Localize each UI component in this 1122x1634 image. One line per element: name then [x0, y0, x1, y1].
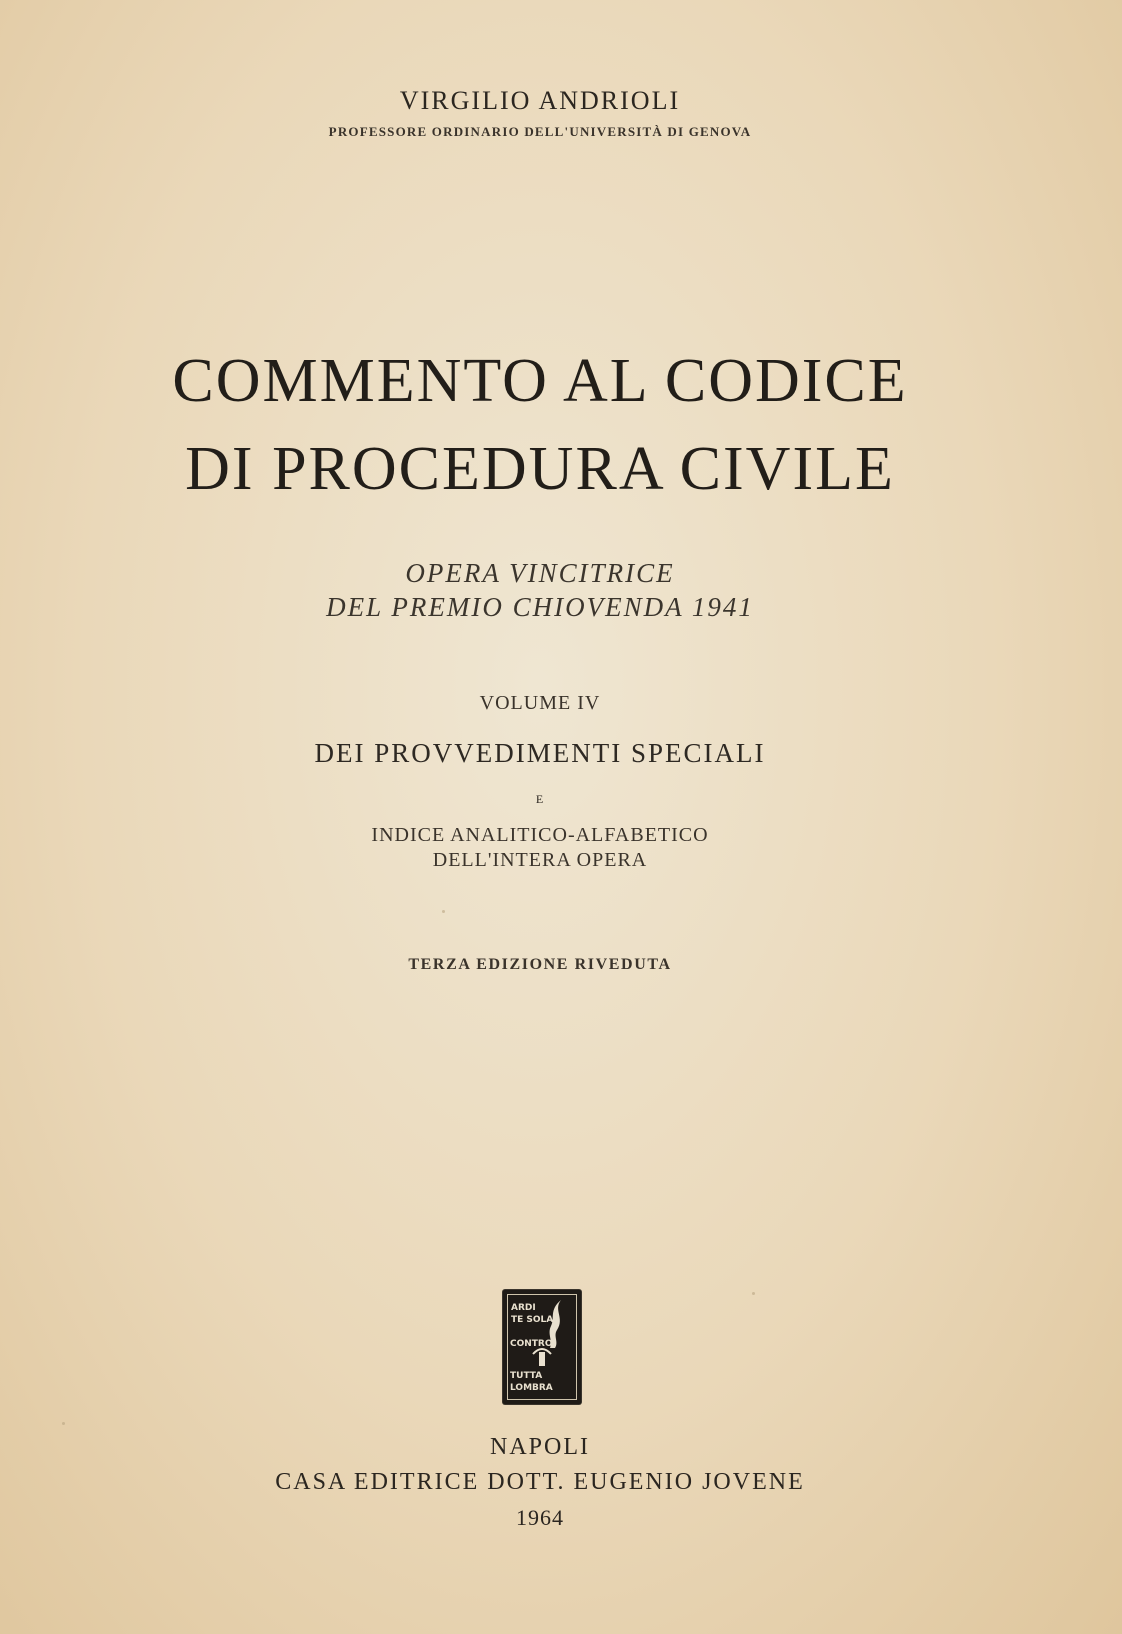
publisher-emblem-icon [503, 1290, 581, 1404]
emblem-word-4: TUTTA [510, 1371, 543, 1381]
paper-speck [752, 1292, 755, 1295]
author-affiliation: PROFESSORE ORDINARIO DELL'UNIVERSITÀ DI GENOVA [328, 124, 752, 139]
book-title-line-2: DI PROCEDURA CIVILE [185, 435, 895, 503]
index-title-line-1: INDICE ANALITICO-ALFABETICO [371, 824, 709, 846]
imprint-publisher: CASA EDITRICE DOTT. EUGENIO JOVENE [275, 1469, 805, 1495]
publisher-emblem-text [510, 1303, 553, 1393]
subtitle-line-1: OPERA VINCITRICE [405, 558, 675, 588]
emblem-word-5: LOMBRA [510, 1383, 553, 1393]
imprint-year: 1964 [516, 1505, 564, 1530]
volume-section-title: DEI PROVVEDIMENTI SPECIALI [314, 738, 766, 768]
book-title-line-1: COMMENTO AL CODICE [172, 347, 908, 415]
publisher-emblem-graphic [503, 1290, 581, 1404]
emblem-word-1: ARDI [511, 1303, 536, 1313]
author-name: VIRGILIO ANDRIOLI [399, 86, 681, 115]
volume-label: VOLUME IV [479, 692, 601, 714]
paper-speck [62, 1422, 65, 1425]
imprint-city: NAPOLI [490, 1434, 590, 1460]
conjunction: E [535, 792, 545, 806]
edition-statement: TERZA EDIZIONE RIVEDUTA [408, 956, 672, 973]
emblem-word-3: CONTRO [510, 1339, 553, 1349]
paper-speck [442, 910, 445, 913]
index-title-line-2: DELL'INTERA OPERA [432, 849, 648, 871]
emblem-word-2: TE SOLA [511, 1315, 554, 1325]
subtitle-line-2: DEL PREMIO CHIOVENDA 1941 [326, 592, 754, 622]
